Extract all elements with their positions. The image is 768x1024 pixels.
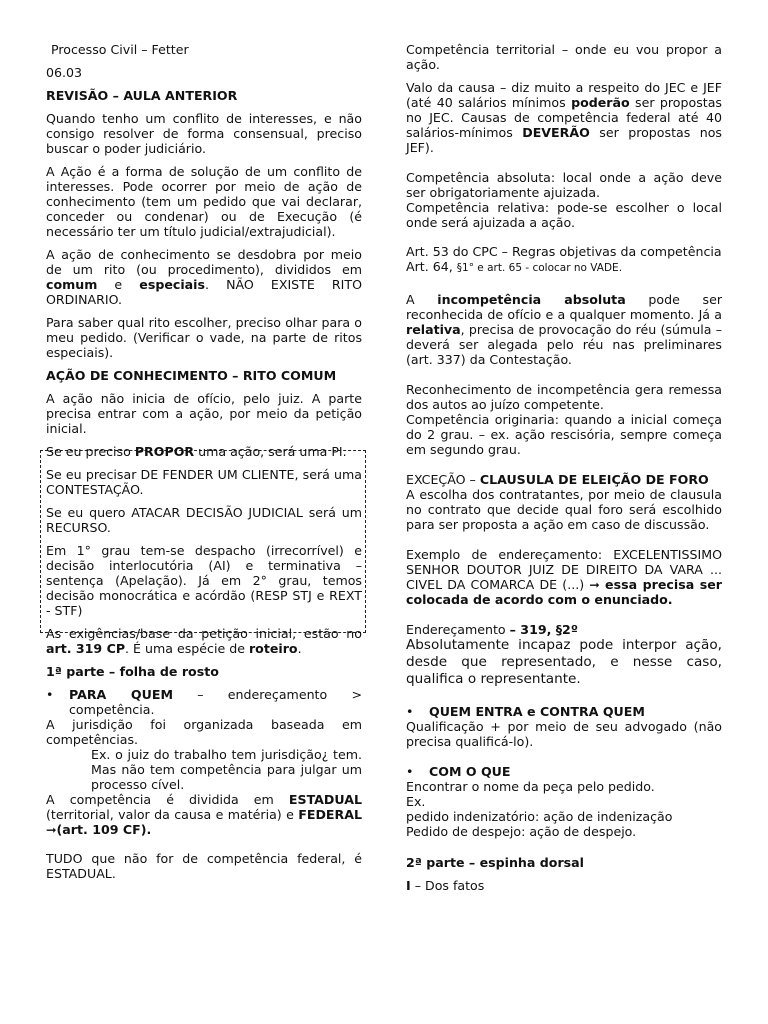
paragraph-rito: Para saber qual rito escolher, preciso olhar para o meu pedido. (Verificar o vade, na parte de ritos especiais). xyxy=(46,315,362,360)
paragraph-indenizacao: pedido indenizatório: ação de indenização xyxy=(406,809,673,824)
bullet-quem-entra: • QUEM ENTRA e CONTRA QUEM xyxy=(406,704,645,719)
left-column xyxy=(46,42,362,889)
paragraph-exemplo-enderecamento: Exemplo de endereçamento: EXCELENTISSIMO SENHOR DOUTOR JUIZ DE DIREITO DA VARA ... CIVEL DA COMARCA DE (...) ➞ essa precisa ser colocada de acordo com o enunciado. xyxy=(406,547,722,607)
bullet-list-com-o-que xyxy=(406,764,722,779)
paragraph-territorial: Competência territorial – onde eu vou propor a ação. xyxy=(406,42,722,72)
heading-parte-1: 1ª parte – folha de rosto xyxy=(46,664,219,679)
paragraph-reconhecimento: Reconhecimento de incompetência gera remessa dos autos ao juízo competente. xyxy=(406,382,722,412)
paragraph-conflict: Quando tenho um conflito de interesses, e não consigo resolver de forma consensual, preciso buscar o poder judiciário. xyxy=(46,111,362,156)
paragraph-ex: Ex. xyxy=(406,794,426,809)
paragraph-originaria: Competência originaria: quando a inicial começa do 2 grau. – ex. ação rescisória, sempre começa em segundo grau. xyxy=(406,412,722,457)
paragraph-grau: Em 1° grau tem-se despacho (irrecorrível) e decisão interlocutória (AI) e terminativa – sentença (Apelação). Já em 2° grau, temos decisão monocrática e acórdão (RESP STJ e REXT - STF) xyxy=(46,543,362,618)
paragraph-art64: Art. 64, §1° e art. 65 - colocar no VADE. xyxy=(406,259,623,274)
heading-parte-2: 2ª parte – espinha dorsal xyxy=(406,855,584,870)
paragraph-incompetencia: A incompetência absoluta pode ser reconhecida de ofício e a qualquer momento. Já a relativa, precisa de provocação do réu (súmula – deverá ser alegada pelo réu nas preliminares (art. 337) da Contestação. xyxy=(406,292,723,367)
heading-excecao: EXCEÇÃO – CLAUSULA DE ELEIÇÃO DE FORO xyxy=(406,472,709,487)
paragraph-enderecamento: Endereçamento – 319, §2º xyxy=(406,622,578,637)
paragraph-defender: Se eu precisar DE FENDER UM CLIENTE, será uma CONTESTAÇÃO. xyxy=(46,467,362,497)
bullet-list-para-quem xyxy=(46,687,362,717)
bullet-com-o-que: • COM O QUE xyxy=(406,764,511,779)
paragraph-tudo-estadual: TUDO que não for de competência federal, é ESTADUAL. xyxy=(46,851,362,881)
paragraph-acao: A Ação é a forma de solução de um conflito de interesses. Pode ocorrer por meio de ação de conhecimento (tem um pedido que vai declarar, conceder ou condenar) ou de Execução (é necessário ter um título judicial/extrajudicial). xyxy=(46,164,362,239)
paragraph-art53: Art. 53 do CPC – Regras objetivas da competência xyxy=(406,244,722,259)
paragraph-qualificacao: Qualificação + por meio de seu advogado (não precisa qualificá-lo). xyxy=(406,719,722,749)
paragraph-oficio: A ação não inicia de ofício, pelo juiz. A parte precisa entrar com a ação, por meio da petição inicial. xyxy=(46,391,362,436)
paragraph-absolutamente-incapaz: Absolutamente incapaz pode interpor ação, desde que representado, e nesse caso, qualifica o representante. xyxy=(406,637,722,687)
paragraph-despejo: Pedido de despejo: ação de despejo. xyxy=(406,824,637,839)
paragraph-encontrar: Encontrar o nome da peça pelo pedido. xyxy=(406,779,655,794)
paragraph-conhecimento: A ação de conhecimento se desdobra por meio de um rito (ou procedimento), divididos em comum e especiais. NÃO EXISTE RITO ORDINARIO. xyxy=(46,247,362,307)
bullet-icon: • xyxy=(46,687,54,702)
bullet-icon: • xyxy=(406,764,414,779)
paragraph-escolha: A escolha dos contratantes, por meio de clausula no contrato que decide qual foro será escolhido para ser proposta a ação em caso de discussão. xyxy=(406,487,722,532)
paragraph-jurisdicao: A jurisdição foi organizada baseada em competências. xyxy=(46,717,362,747)
bullet-para-quem: • PARA QUEM – endereçamento > competência. xyxy=(46,687,363,717)
document-title: Processo Civil – Fetter xyxy=(51,42,189,57)
heading-acao-conhecimento: AÇÃO DE CONHECIMENTO – RITO COMUM xyxy=(46,368,337,383)
review-heading: REVISÃO – AULA ANTERIOR xyxy=(46,88,238,103)
paragraph-competencia-absoluta: Competência absoluta: local onde a ação deve ser obrigatoriamente ajuizada. xyxy=(406,170,722,200)
bullet-icon: • xyxy=(406,704,414,719)
paragraph-exemplo-juiz: Ex. o juiz do trabalho tem jurisdição¿ tem. Mas não tem competência para julgar um processo cível. xyxy=(91,747,362,792)
date: 06.03 xyxy=(46,65,83,80)
paragraph-competencia-relativa: Competência relativa: pode-se escolher o local onde será ajuizada a ação. xyxy=(406,200,722,230)
paragraph-atacar: Se eu quero ATACAR DECISÃO JUDICIAL será um RECURSO. xyxy=(46,505,362,535)
paragraph-valor-causa: Valo da causa – diz muito a respeito do JEC e JEF (até 40 salários mínimos poderão ser propostas no JEC. Causas de competência federal até 40 salários-mínimos DEVERÃO ser propostas nos JEF). xyxy=(406,80,722,155)
paragraph-exigencias: As exigências/base da petição inicial, estão no art. 319 CP. É uma espécie de roteiro. xyxy=(46,626,362,656)
paragraph-propor: Se eu preciso PROPOR uma ação, será uma PI. xyxy=(46,444,347,459)
bullet-list-quem xyxy=(406,704,722,719)
paragraph-divisao-competencia: A competência é dividida em ESTADUAL (territorial, valor da causa e matéria) e FEDERAL ➞(art. 109 CF). xyxy=(46,792,362,837)
paragraph-dos-fatos: I – Dos fatos xyxy=(406,878,485,893)
right-column xyxy=(406,42,722,901)
